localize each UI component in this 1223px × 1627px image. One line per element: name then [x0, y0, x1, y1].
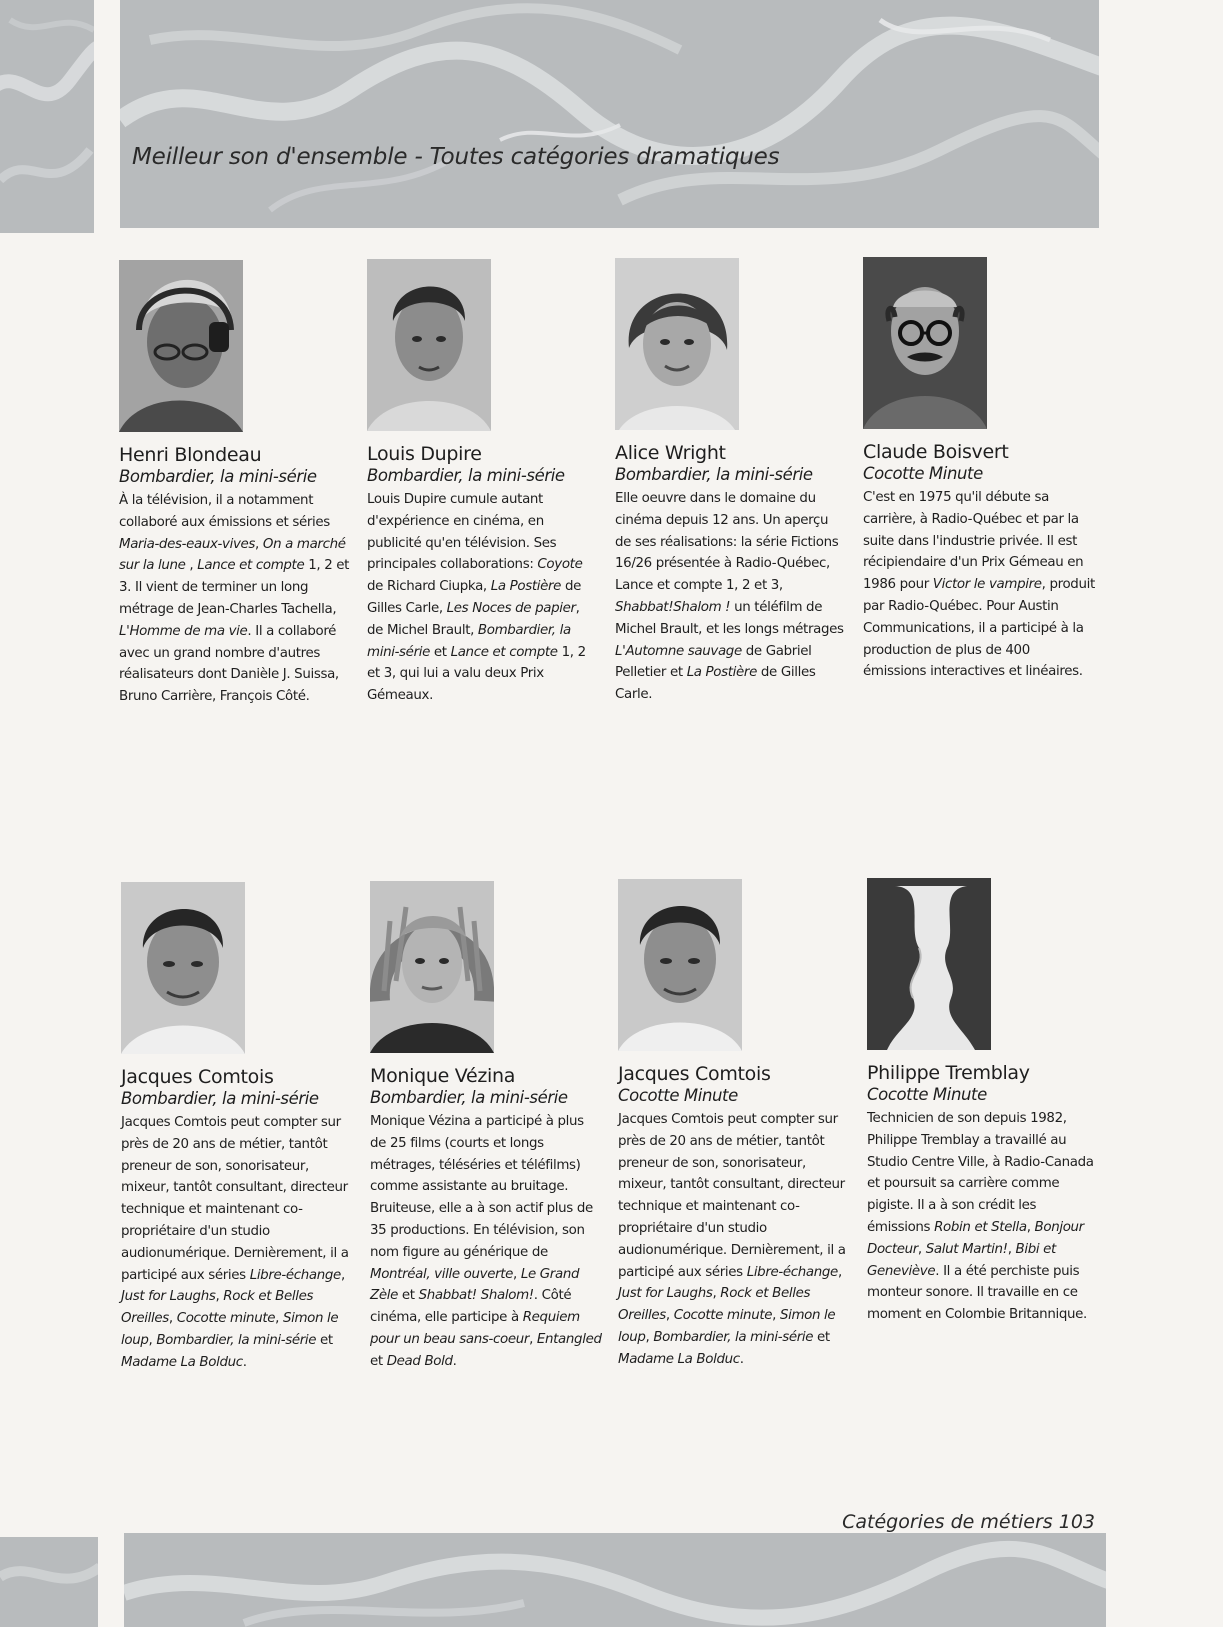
bio-text: ,: [837, 1264, 842, 1280]
bio-text: ,: [275, 1311, 283, 1327]
profile-card: [119, 260, 351, 708]
show-title: Cocotte Minute: [867, 1085, 987, 1104]
bio-text: 1, 2 et 3, qui lui a valu deux Prix Gémeaux.: [367, 644, 586, 704]
bio-title-italic: Maria-des-eaux-vives: [119, 536, 256, 552]
bio-title-italic: Robin et Stella: [934, 1219, 1027, 1235]
decorative-band-bottom-left: [0, 1537, 98, 1627]
bio-title-italic: Rock et Belles Oreilles: [618, 1286, 811, 1324]
face-silhouette-sculpture-icon: [867, 878, 991, 1050]
person-name: Philippe Tremblay: [867, 1062, 1030, 1084]
portrait-dreadlocks-icon: [370, 881, 494, 1053]
bio-title-italic: Lance et compte: [197, 558, 305, 574]
profile-card: [367, 259, 599, 707]
person-name: Louis Dupire: [367, 443, 482, 465]
show-title: Bombardier, la mini-série: [119, 467, 317, 486]
bio-title-italic: Cocotte minute: [673, 1308, 773, 1324]
biography: [367, 489, 599, 707]
bio-text: ,: [185, 558, 198, 574]
person-name: Claude Boisvert: [863, 441, 1009, 463]
decorative-band-top-left: [0, 0, 94, 233]
bio-title-italic: Madame La Bolduc: [618, 1351, 740, 1367]
bio-title-italic: On a marché sur la lune: [119, 536, 346, 574]
bio-title-italic: Bombardier, la mini-série: [367, 622, 571, 660]
bio-title-italic: Libre-échange: [249, 1267, 341, 1283]
bio-title-italic: Cocotte minute: [176, 1311, 276, 1327]
decorative-band-header: [120, 0, 1099, 228]
bio-text: ,: [513, 1266, 521, 1282]
bio-title-italic: Just for Laughs: [121, 1289, 216, 1305]
bio-text: Louis Dupire cumule autant d'expérience en cinéma, en publicité qu'en télévision. Ses principales collaborations:: [367, 492, 557, 573]
bio-text: ,: [665, 1308, 674, 1324]
bio-text: un téléfilm de Michel Brault, et les longs métrages: [615, 599, 844, 637]
bio-text: et: [370, 1353, 387, 1369]
bio-text: ,: [712, 1286, 721, 1302]
bio-title-italic: Dead Bold: [386, 1353, 453, 1369]
portrait-icon: [367, 259, 491, 431]
profile-card: [867, 878, 1099, 1326]
bio-title-italic: Bombardier, la mini-série: [156, 1332, 317, 1348]
bio-title-italic: Lance et compte: [450, 644, 558, 660]
bio-text: C'est en 1975 qu'il débute sa carrière, à Radio-Québec et par la suite dans l'industrie privée. Il est récipiendaire d'un Prix Gémeau en 1986 pour: [863, 490, 1084, 593]
bio-text: À la télévision, il a notamment collaboré aux émissions et séries: [119, 493, 330, 530]
person-name: Jacques Comtois: [618, 1063, 771, 1085]
show-title: Cocotte Minute: [618, 1086, 738, 1105]
bio-text: Elle oeuvre dans le domaine du cinéma depuis 12 ans. Un aperçu de ses réalisations: la série Fictions 16/26 présentée à Radio-Québec, Lance et compte 1, 2 et 3,: [615, 491, 839, 594]
bio-text: Monique Vézina a participé à plus de 25 films (courts et longs métrages, téléséries et téléfilms) comme assistante au bruitage. Bruiteuse, elle a à son actif plus de 35 productions. En télévision, son nom figure au générique de: [370, 1114, 593, 1260]
portrait-glasses-icon: [863, 257, 987, 429]
bio-title-italic: Just for Laughs: [618, 1286, 713, 1302]
biography: [867, 1108, 1099, 1326]
bio-text: ,: [1026, 1219, 1035, 1235]
bio-title-italic: Montréal, ville ouverte: [370, 1266, 514, 1282]
bio-title-italic: L'Automne sauvage: [615, 643, 742, 659]
bio-title-italic: Requiem pour un beau sans-coeur: [370, 1310, 580, 1347]
bio-text: ,: [215, 1289, 224, 1305]
bio-text: , produit par Radio-Québec. Pour Austin Communications, il a participé à la production de plus de 400 émissions interactives et linéaires.: [863, 577, 1095, 680]
portrait-headphones-icon: [119, 260, 243, 432]
show-title: Bombardier, la mini-série: [121, 1089, 319, 1108]
bio-text: ,: [255, 536, 263, 552]
bio-title-italic: Rock et Belles Oreilles: [121, 1289, 314, 1327]
bio-title-italic: Entangled: [536, 1331, 602, 1347]
bio-text: ,: [168, 1311, 177, 1327]
profile-card: [618, 879, 850, 1371]
bio-text: .: [739, 1351, 744, 1367]
bio-title-italic: L'Homme de ma vie: [119, 623, 248, 639]
profile-card: [615, 258, 847, 706]
bio-title-italic: Salut Martin!: [925, 1241, 1008, 1257]
bio-text: Technicien de son depuis 1982, Philippe Tremblay a travaillé au Studio Centre Ville, à Radio-Canada et poursuit sa carrière comme pigiste. Il a à son crédit les émissions: [867, 1111, 1094, 1235]
bio-title-italic: Simon le loup: [618, 1308, 836, 1345]
bio-title-italic: La Postière: [686, 665, 757, 681]
biography: [863, 487, 1095, 683]
show-title: Cocotte Minute: [863, 464, 983, 483]
bio-title-italic: Victor le vampire: [932, 577, 1042, 593]
bio-title-italic: Madame La Bolduc: [121, 1354, 243, 1370]
profile-card: [370, 881, 602, 1373]
profile-card: [863, 257, 1095, 683]
bio-text: et: [813, 1329, 830, 1345]
bio-title-italic: Coyote: [537, 557, 583, 573]
person-name: Henri Blondeau: [119, 444, 262, 466]
bio-text: .: [242, 1354, 247, 1370]
bio-text: et: [316, 1332, 333, 1348]
portrait-icon: [121, 882, 245, 1054]
bio-text: ,: [340, 1267, 345, 1283]
portrait-icon: [615, 258, 739, 430]
bio-text: ,: [529, 1331, 537, 1347]
biography: [615, 488, 847, 706]
bio-text: ,: [1007, 1241, 1016, 1257]
bio-title-italic: Bibi et Geneviève: [867, 1241, 1056, 1279]
bio-text: .: [452, 1353, 457, 1369]
bio-title-italic: Bonjour Docteur: [867, 1219, 1084, 1257]
biography: [618, 1109, 850, 1371]
bio-title-italic: Libre-échange: [746, 1264, 838, 1280]
bio-title-italic: Bombardier, la mini-série: [653, 1329, 814, 1345]
person-name: Jacques Comtois: [121, 1066, 274, 1088]
show-title: Bombardier, la mini-série: [370, 1088, 568, 1107]
portrait-icon: [618, 879, 742, 1051]
bio-title-italic: Shabbat! Shalom!: [418, 1288, 534, 1304]
person-name: Monique Vézina: [370, 1065, 516, 1087]
bio-text: . Côté cinéma, elle participe à: [370, 1288, 572, 1326]
bio-title-italic: Le Grand Zèle: [370, 1266, 580, 1304]
show-title: Bombardier, la mini-série: [367, 466, 565, 485]
bio-text: de Gabriel Pelletier et: [615, 643, 812, 681]
bio-text: et: [429, 644, 451, 660]
bio-text: ,: [772, 1308, 780, 1324]
bio-title-italic: La Postière: [490, 579, 562, 595]
biography: [121, 1112, 353, 1374]
biography: [119, 490, 351, 708]
bio-text: Jacques Comtois peut compter sur près de 20 ans de métier, tantôt preneur de son, sonorisateur, mixeur, tantôt consultant, directeur technique et maintenant co-propriétaire d'un studio audionumérique. Dernièrement, il a participé aux séries: [618, 1112, 846, 1280]
bio-title-italic: Les Noces de papier: [446, 600, 576, 616]
bio-title-italic: Simon le loup: [121, 1311, 339, 1348]
bio-text: ,: [645, 1329, 654, 1345]
page-footer: Catégories de métiers 103: [842, 1511, 1095, 1533]
bio-text: ,: [917, 1241, 926, 1257]
bio-text: , de Michel Brault,: [367, 600, 580, 638]
bio-text: 1, 2 et 3. Il vient de terminer un long métrage de Jean-Charles Tachella,: [119, 558, 350, 617]
bio-text: Jacques Comtois peut compter sur près de 20 ans de métier, tantôt preneur de son, sonorisateur, mixeur, tantôt consultant, directeur technique et maintenant co-propriétaire d'un studio audionumérique. Dernièrement, il a participé aux séries: [121, 1115, 349, 1283]
bio-text: et: [397, 1288, 419, 1304]
decorative-band-footer: [124, 1533, 1106, 1627]
section-title: Meilleur son d'ensemble - Toutes catégories dramatiques: [132, 144, 780, 170]
bio-text: . Il a été perchiste puis monteur sonore. Il travaille en ce moment en Colombie Britannique.: [867, 1263, 1087, 1323]
bio-text: de Richard Ciupka,: [367, 579, 491, 595]
bio-title-italic: Shabbat!Shalom !: [615, 599, 731, 615]
biography: [370, 1111, 602, 1373]
bio-text: ,: [148, 1332, 157, 1348]
profile-card: [121, 882, 353, 1374]
bio-text: . Il a collaboré avec un grand nombre d'autres réalisateurs dont Danièle J. Suissa, Bruno Carrière, François Côté.: [119, 623, 339, 705]
show-title: Bombardier, la mini-série: [615, 465, 813, 484]
bio-text: de Gilles Carle.: [615, 665, 816, 703]
bio-text: de Gilles Carle,: [367, 579, 581, 616]
person-name: Alice Wright: [615, 442, 726, 464]
